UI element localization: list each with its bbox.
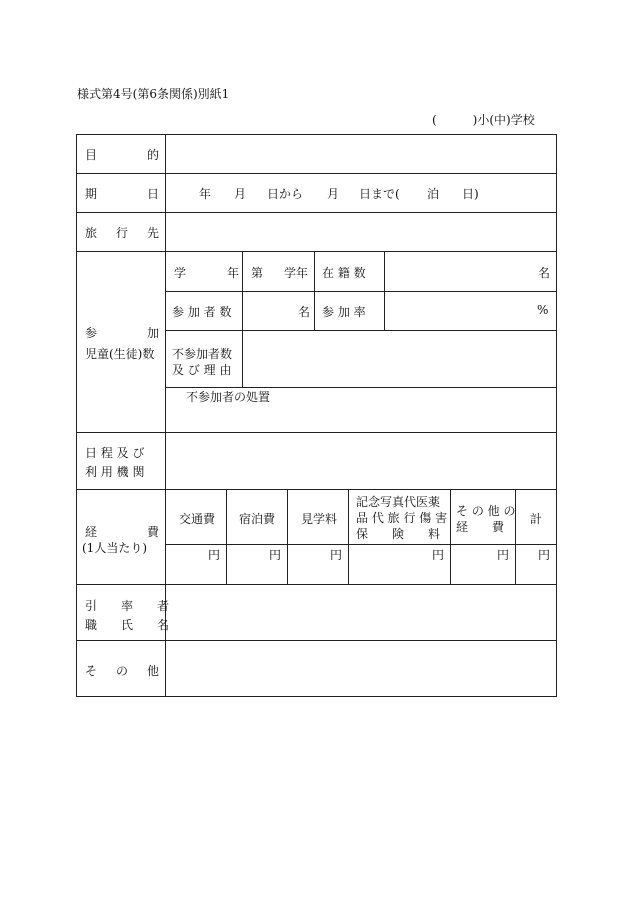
absentee-handling-field[interactable] [166,404,556,432]
enrolled-count-field[interactable] [385,252,555,290]
label-sanka-ritsu: 参 加 率 [322,305,366,319]
sub-col-divider [314,251,315,331]
header-sonota-1: そ の 他 の [456,504,516,518]
label-sanka-shasu: 参 加 者 数 [172,305,232,319]
participation-rate-field[interactable] [385,292,555,330]
cost-transport-field[interactable] [166,545,226,584]
header-kinen-3: 保 険 料 [356,527,441,541]
label-sonota-3: 他 [147,664,160,678]
date-year-unit: 年 [199,187,212,201]
unit-mei-enrolled: 名 [538,266,551,280]
label-kijitsu-b: 日 [147,187,160,201]
label-zaiseki-su: 在 籍 数 [322,266,366,280]
table-bottom-border [76,696,557,697]
yen-kengakuryo: 円 [330,548,343,562]
label-shokushimei: 職 氏 名 [85,618,170,632]
label-ryokosaki-1: 旅 [85,226,98,240]
destination-field[interactable] [166,213,556,251]
label-gaku: 学 [174,266,187,280]
label-sonota-2: の [116,664,129,678]
date-until: 日まで( [359,187,400,201]
label-dai: 第 [251,266,264,280]
table-right-border [556,134,557,697]
yen-shukuhakuhi: 円 [269,548,282,562]
yen-sonota: 円 [497,548,510,562]
label-oyobi-riyu: 及 び 理 由 [172,363,232,377]
purpose-field[interactable] [166,135,556,173]
cost-admission-field[interactable] [288,545,348,584]
header-kinen-2: 品 代 旅 行 傷 害 [356,511,448,525]
yen-kinen: 円 [432,548,445,562]
cost-total-field[interactable] [516,545,556,584]
header-kinen-1: 記念写真代医薬 [356,495,441,509]
label-sanka-a: 参 [85,326,98,340]
date-month-unit-2: 月 [327,187,340,201]
label-sonota-1: そ [85,664,98,678]
label-mokuteki-a: 目 [85,148,98,162]
header-shukuhakuhi: 宿泊費 [239,512,276,526]
label-nittei-2: 利 用 機 関 [85,465,145,479]
label-keihi-b: 費 [147,525,160,539]
date-from: 日から [267,187,304,201]
unit-mei-participants: 名 [298,305,311,319]
school-name: ( )小(中)学校 [432,113,535,127]
row-divider [76,489,557,490]
header-kotsuhi: 交通費 [179,512,216,526]
header-kengakuryo: 見学料 [301,512,338,526]
days-unit: 日) [462,187,479,201]
label-keihi-a: 経 [85,525,98,539]
schedule-field[interactable] [166,433,556,489]
nights-unit: 泊 [427,187,440,201]
label-fusanka-shochi: 不参加者の処置 [186,390,271,404]
label-sanka-b: 加 [147,326,160,340]
table-left-border [76,134,77,697]
form-title: 様式第4号(第6条関係)別紙1 [77,87,230,101]
absentee-reason-field[interactable] [243,331,556,387]
cost-photo-medical-insurance-field[interactable] [349,545,450,584]
label-ryokosaki-2: 行 [116,226,129,240]
unit-percent: % [537,303,549,317]
label-insotsusha: 引 率 者 [85,599,170,613]
other-field[interactable] [166,641,556,696]
header-sonota-2: 経 費 [456,520,505,534]
label-fusanka-shasu: 不参加者数 [172,347,233,361]
label-ryokosaki-3: 先 [147,226,160,240]
date-month-unit: 月 [234,187,247,201]
cost-lodging-field[interactable] [227,545,287,584]
label-gakunen: 学年 [284,266,309,280]
yen-kotsuhi: 円 [208,548,221,562]
participant-count-field[interactable] [243,292,313,330]
label-kijitsu-a: 期 [85,187,98,201]
label-per-person: (1人当たり) [82,541,147,555]
cost-other-field[interactable] [451,545,515,584]
label-mokuteki-b: 的 [147,148,160,162]
label-jido-seito-su: 児童(生徒)数 [85,347,155,361]
header-kei: 計 [530,512,543,526]
chaperone-field[interactable] [166,585,556,640]
yen-kei: 円 [538,548,551,562]
date-field[interactable] [166,174,556,212]
label-nittei-1: 日 程 及 び [85,446,145,460]
label-nen: 年 [227,266,240,280]
